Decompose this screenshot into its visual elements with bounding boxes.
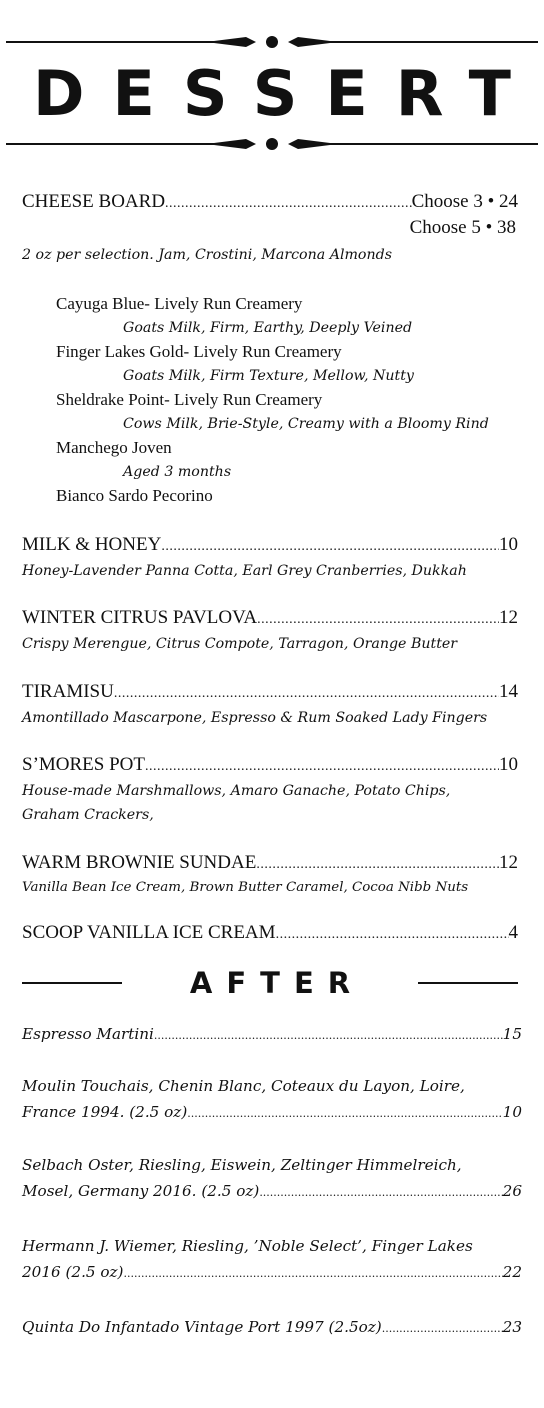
heading-rule-right [418,982,518,984]
item-description: House-made Marshmallows, Amaro Ganache, Potato Chips, [22,783,451,799]
drink-price: 26 [502,1182,522,1200]
item-name: MILK & HONEY [22,534,162,555]
drink-name: Quinta Do Infantado Vintage Port 1997 (2.5oz) [22,1318,382,1336]
drink-name-line-1: Hermann J. Wiemer, Riesling, ’Noble Select’, Finger Lakes [22,1237,473,1255]
top-ornament-divider [6,34,538,50]
after-title: AFTER [189,966,365,1000]
item-description: Vanilla Bean Ice Cream, Brown Butter Caramel, Cocoa Nibb Nuts [22,880,469,895]
drink-item [22,1315,522,1341]
item-name: TIRAMISU [22,681,114,702]
item-name: S’MORES POT [22,754,145,775]
drink-price: 22 [502,1263,522,1281]
cheese-description: Aged 3 months [123,464,232,480]
cheese-board-option-2: Choose 5 • 38 [409,217,516,238]
leader-dots [276,923,509,947]
dessert-item [22,533,518,559]
item-name: CHEESE BOARD [22,191,166,212]
page-title: DESSERT [33,57,539,130]
item-price: 14 [499,681,518,702]
item-price: 10 [499,754,518,775]
after-section-heading [22,965,518,1001]
cheese-name: Sheldrake Point- Lively Run Creamery [56,390,323,409]
item-description: Honey-Lavender Panna Cotta, Earl Grey Cranberries, Dukkah [22,563,467,579]
item-description-continued: Graham Crackers, [22,807,154,823]
dessert-item [22,851,518,877]
item-price: 12 [499,607,518,628]
heading-rule-left [22,982,122,984]
item-price: Choose 3 • 24 [411,191,518,212]
item-description: Crispy Merengue, Citrus Compote, Tarragon, Orange Butter [22,636,458,652]
drink-item [22,1100,522,1126]
leader-dots [154,1024,503,1048]
drink-name: 2016 (2.5 oz) [22,1263,124,1281]
cheese-name: Manchego Joven [56,438,172,457]
drink-price: 23 [502,1318,522,1336]
leader-dots [256,853,499,877]
bottom-ornament-divider [6,136,538,152]
leader-dots [259,1181,502,1205]
drink-item [22,1260,522,1286]
cheese-board-item [22,190,518,216]
leader-dots [165,192,412,216]
drink-item [22,1179,522,1205]
leader-dots [123,1262,502,1286]
cheese-name: Bianco Sardo Pecorino [56,486,213,505]
cheese-description: Cows Milk, Brie-Style, Creamy with a Bloomy Rind [123,416,489,432]
drink-price: 15 [502,1025,522,1043]
leader-dots [114,682,499,706]
drink-name-line-1: Selbach Oster, Riesling, Eiswein, Zeltinger Himmelreich, [22,1156,462,1174]
dessert-item [22,680,518,706]
item-name: WARM BROWNIE SUNDAE [22,852,257,873]
cheese-description: Goats Milk, Firm Texture, Mellow, Nutty [123,368,414,384]
drink-item [22,1022,522,1048]
dessert-item [22,753,518,779]
item-description: Amontillado Mascarpone, Espresso & Rum Soaked Lady Fingers [22,710,488,726]
drink-name-line-1: Moulin Touchais, Chenin Blanc, Coteaux du Layon, Loire, [22,1077,465,1095]
cheese-description: Goats Milk, Firm, Earthy, Deeply Veined [123,320,413,336]
item-price: 10 [499,534,518,555]
cheese-name: Cayuga Blue- Lively Run Creamery [56,294,303,313]
dessert-item [22,606,518,632]
item-price: 12 [499,852,518,873]
drink-name: France 1994. (2.5 oz) [22,1103,188,1121]
drink-name: Mosel, Germany 2016. (2.5 oz) [22,1182,260,1200]
cheese-name: Finger Lakes Gold- Lively Run Creamery [56,342,342,361]
leader-dots [145,755,499,779]
leader-dots [257,608,499,632]
item-name: WINTER CITRUS PAVLOVA [22,607,258,628]
leader-dots [187,1102,502,1126]
item-name: SCOOP VANILLA ICE CREAM [22,922,276,943]
leader-dots [161,535,499,559]
item-price: 4 [508,922,518,943]
drink-price: 10 [502,1103,522,1121]
leader-dots [382,1317,503,1341]
cheese-board-description: 2 oz per selection. Jam, Crostini, Marcona Almonds [22,247,392,263]
drink-name: Espresso Martini [22,1025,154,1043]
dessert-item [22,921,518,947]
